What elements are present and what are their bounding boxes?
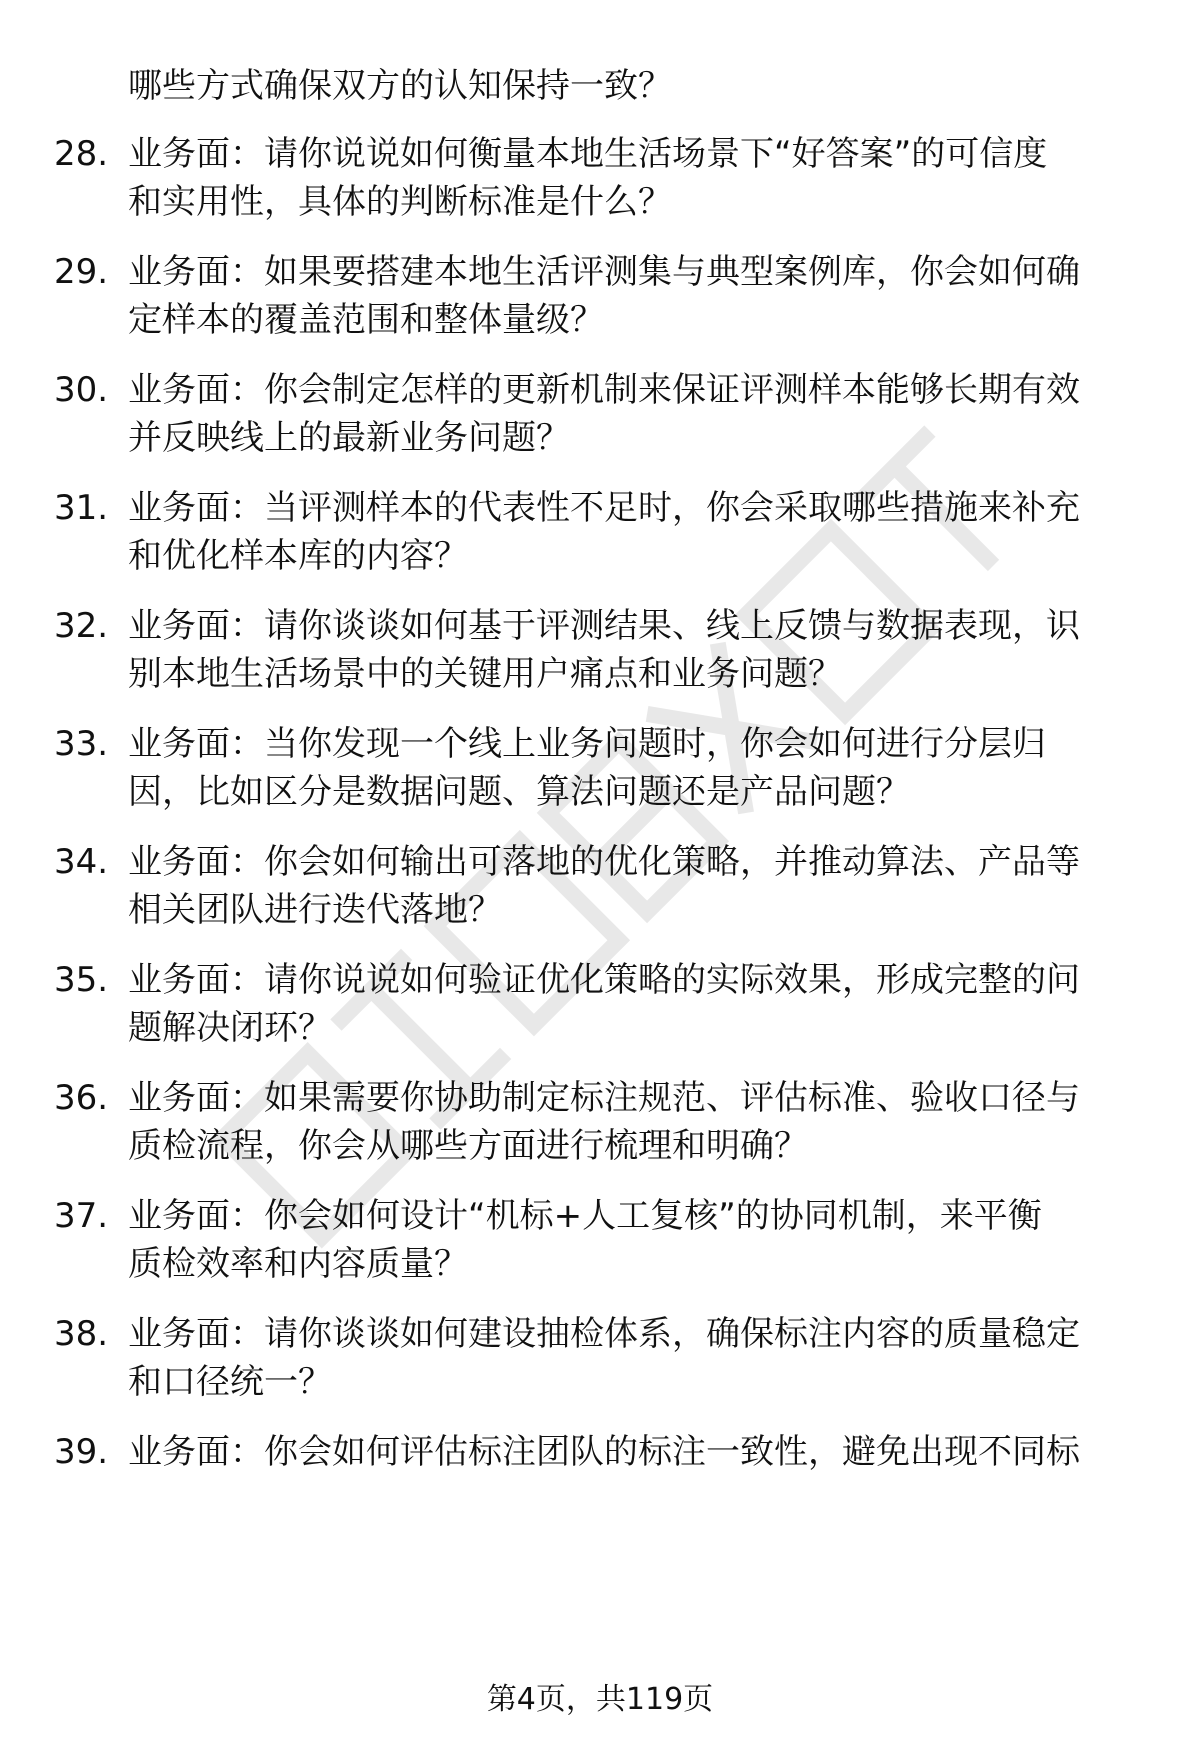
question-text-line1: 业务面：请你说说如何衡量本地生活场景下“好答案”的可信度 bbox=[128, 134, 1048, 174]
question-text-line1: 业务面：当你发现一个线上业务问题时，你会如何进行分层归 bbox=[128, 724, 1046, 764]
question-text-line1: 业务面：如果要搭建本地生活评测集与典型案例库，你会如何确 bbox=[128, 252, 1080, 292]
question-number: 36. bbox=[54, 1078, 109, 1118]
continuation-line: 哪些方式确保双方的认知保持一致？ bbox=[128, 66, 672, 106]
question-text-line2: 题解决闭环？ bbox=[128, 1008, 332, 1048]
question-text-line1: 业务面：你会如何设计“机标+人工复核”的协同机制，来平衡 bbox=[128, 1196, 1042, 1236]
question-text-line1: 业务面：当评测样本的代表性不足时，你会采取哪些措施来补充 bbox=[128, 488, 1080, 528]
question-text-line1: 业务面：如果需要你协助制定标注规范、评估标准、验收口径与 bbox=[128, 1078, 1080, 1118]
question-text-line1: 业务面：请你谈谈如何建设抽检体系，确保标注内容的质量稳定 bbox=[128, 1314, 1080, 1354]
question-text-line2: 定样本的覆盖范围和整体量级？ bbox=[128, 300, 604, 340]
question-number: 28. bbox=[54, 134, 109, 174]
question-text-line2: 和口径统一？ bbox=[128, 1362, 332, 1402]
question-number: 37. bbox=[54, 1196, 109, 1236]
question-number: 32. bbox=[54, 606, 109, 646]
question-text-line2: 和实用性，具体的判断标准是什么？ bbox=[128, 182, 672, 222]
question-text-line2: 因，比如区分是数据问题、算法问题还是产品问题？ bbox=[128, 772, 910, 812]
question-number: 38. bbox=[54, 1314, 109, 1354]
question-text-line2: 并反映线上的最新业务问题？ bbox=[128, 418, 570, 458]
question-text-line2: 和优化样本库的内容？ bbox=[128, 536, 468, 576]
question-text-line1: 业务面：你会如何输出可落地的优化策略，并推动算法、产品等 bbox=[128, 842, 1080, 882]
question-text-line1: 业务面：请你说说如何验证优化策略的实际效果，形成完整的问 bbox=[128, 960, 1080, 1000]
question-number: 39. bbox=[54, 1432, 109, 1472]
question-number: 31. bbox=[54, 488, 109, 528]
question-number: 29. bbox=[54, 252, 109, 292]
page-footer: 第4页，共119页 bbox=[486, 1682, 714, 1717]
question-text-line2: 质检流程，你会从哪些方面进行梳理和明确？ bbox=[128, 1126, 808, 1166]
question-text-line1: 业务面：你会如何评估标注团队的标注一致性，避免出现不同标 bbox=[128, 1432, 1080, 1472]
question-text-line2: 相关团队进行迭代落地？ bbox=[128, 890, 502, 930]
question-text-line2: 质检效率和内容质量？ bbox=[128, 1244, 468, 1284]
question-number: 35. bbox=[54, 960, 109, 1000]
question-number: 34. bbox=[54, 842, 109, 882]
question-number: 33. bbox=[54, 724, 109, 764]
question-text-line1: 业务面：你会制定怎样的更新机制来保证评测样本能够长期有效 bbox=[128, 370, 1080, 410]
question-number: 30. bbox=[54, 370, 109, 410]
question-text-line2: 别本地生活场景中的关键用户痛点和业务问题？ bbox=[128, 654, 842, 694]
question-text-line1: 业务面：请你谈谈如何基于评测结果、线上反馈与数据表现，识 bbox=[128, 606, 1080, 646]
